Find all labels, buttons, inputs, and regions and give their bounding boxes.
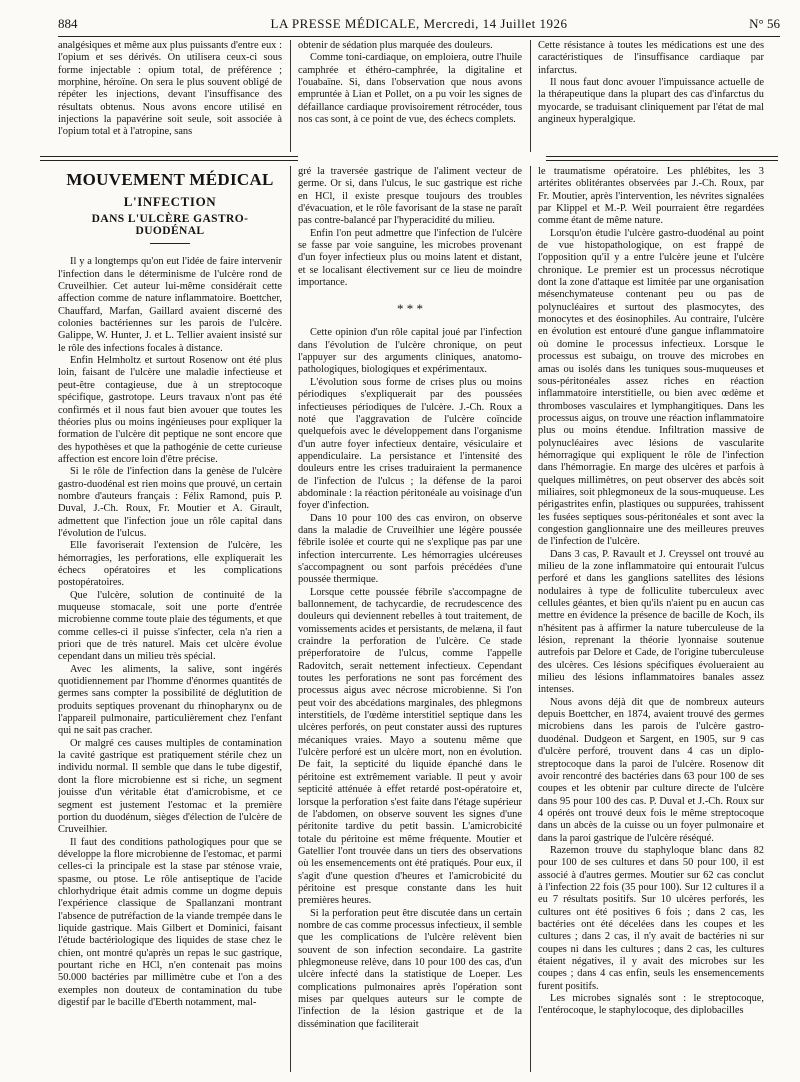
paragraph: Cette résistance à toutes les médications est une des caractéristiques de l'insuffisance cardiaque par infarctus. [538,40,764,76]
paragraph: Razemon trouve du staphyloque blanc dans 82 pour 100 de ses cultures et dans 50 pour 100, il est associé à d'autres germes. Moutier sur 62 cas conclut à l'infection 22 fois (35 pour 100). Sur 12 cultures il a eu 7 résultats positifs. Sur 10 ulcères perforés, les cultures ont été positives 6 fois ; dans 2 cas, les bactéries ont été décelées dans les coupes et les cultures ; dans 2 cas, il n'y avait de bactéries ni sur coupes ni dans les cultures ; dans 2 cas, les cultures étaient négatives, il y avait des microbes sur les coupes ; dans 4 cas enfin, seuls les ensemencements furent positifs. [538,844,764,992]
paragraph: Les microbes signalés sont : le streptocoque, l'entérocoque, le staphylocoque, des diplobacilles [538,993,764,1017]
paragraph: Dans 10 pour 100 des cas environ, on observe dans la maladie de Cruveilhier une légère poussée fébrile isolée et courte qui ne s'explique pas par une infection intercurrente. Les hémorragies ulcéreuses s'accompagnent ou sont parfois précédées d'une poussée thermique. [298,512,522,586]
separator-double-rule [40,156,298,161]
paragraph: L'évolution sous forme de crises plus ou moins périodiques s'expliquerait par des poussées infectieuses périodiques de l'ulcère. J.-Ch. Roux a noté que l'aggravation de l'ulcère coïncide quelquefois avec le développement dans l'organisme d'un autre foyer infectieux dentaire, vésiculaire et appendiculaire. La persistance et l'intensité des douleurs entre les crises traduiraient la permanence de l'infection de l'ulcus ; la défense de la paroi abdominale : la réaction péritonéale au voisinage d'un foyer d'infection. [298,376,522,512]
article-subtitle: DANS L'ULCÈRE GASTRO-DUODÉNAL [91,212,249,238]
title-rule [150,243,190,244]
paragraph: Il y a longtemps qu'on eut l'idée de faire intervenir l'infection dans le déterminisme de l'ulcère rond de Cruveilhier. Cet auteur lui-même considérait cette affection comme de nature inflammatoire. Boettcher, Chauffard, Marfan, Gaillard avaient discerné des colonies bactériennes sur les parois de l'ulcère. Galippe, W. Hunter, J. et L. Tellier avaient insisté sur le rôle des infections focales à distance. [58,256,282,354]
paragraph: Lorsqu'on étudie l'ulcère gastro-duodénal au point de vue histopathologique, on est frappé de l'opposition qu'il y a entre l'ulcère jeune et l'ulcère chronique. Le premier est un processus nécrotique dont la zone d'attaque est limitée par une organisation mésenchymateuse contenant peu ou pas de polynucléaires et surtout des plasmocytes, des monocytes et des éosinophiles. Au contraire, l'ulcère en évolution est entouré d'une gangue inflammatoire où domine le processus infectieux. Lorsque le processus est subaigu, on trouve des microbes en amas ou isolés dans les tuniques sous-muqueuses et sous-péritonéales assez riches en réaction inflammatoire interstitielle, ou bien avec œdème et thromboses vasculaires et lymphangitiques. Dans les processus aigus, on trouve une réaction inflammatoire plus ou moins étendue. Infiltration massive de polynucléaires avec lésions de vascularite hémorragique qui expliquent le rôle de l'infection dans l'hémorragie. En marge des ulcères et parfois à quelques millimètres, on peut observer des abcès soit miliaires, soit phlegmoneux de la sous-muqueuse. Les périgastrites enfin, plastiques ou suppurées, trahissent les fusées septiques sous-péritonéales et sont avec la congestion ganglionnaire une des meilleures preuves de l'infection de l'ulcère. [538,227,764,548]
top-column-2 [298,40,522,126]
column-rule [530,166,531,1072]
section-title: MOUVEMENT MÉDICAL [66,170,274,189]
paragraph: Si le rôle de l'infection dans la genèse de l'ulcère gastro-duodénal est rien moins que prouvé, un certain nombre d'auteurs français : Félix Ramond, puis P. Duval, J.-Ch. Roux, Fr. Moutier et A. Girault, admettent que l'infection joue un rôle capital dans l'évolution de l'ulcus. [58,466,282,539]
issue-number: N° 56 [749,16,780,31]
page-number: 884 [58,16,78,31]
column-rule [530,40,531,152]
paragraph: Nous avons déjà dit que de nombreux auteurs depuis Boettcher, en 1874, avaient trouvé des germes microbiens dans les parois de l'ulcère gastro-duodénal. Dudgeon et Sargent, en 1905, sur 9 cas d'ulcère perforé, trouvent dans 4 cas un diplo-streptocoque dans la paroi de l'ulcère. Rosenow dit avoir rencontré des bactéries dans 63 pour 100 de ses coupes et les obtenir par culture directe de l'ulcère dans 95 pour 100 des cas. P. Duval et J.-Ch. Roux sur 4 opérés ont trouvé deux fois le même streptocoque dans un abcès de la cuisse ou un foyer pulmonaire et dans la paroi gastrique de l'ulcère réséqué. [538,696,764,844]
main-column-1 [58,166,282,1076]
separator-double-rule [546,156,778,161]
column-rule [290,166,291,1072]
paragraph: obtenir de sédation plus marquée des douleurs. [298,40,493,51]
paragraph: Lorsque cette poussée fébrile s'accompagne de ballonnement, de tachycardie, de recrudescence des douleurs qui deviennent rebelles à tout traitement, de vomissements acides et persistants, de melæna, il faut craindre la perforation de l'ulcère. Ce stade préperforatoire de l'ulcus, comme l'appelle Radovitch, serait nettement infectieux. Cependant toutes les perforations ne sont pas forcément des processus aigus avec nécrose microbienne. Si l'on peut voir des abcédations marginales, des phlegmons interstitiels, de l'œdème interstitiel septique dans les ulcères perforés, on peut constater aussi des ruptures mécaniques vraies. Mayo a soutenu même que l'ulcère perforé est un ulcère mort, non en évolution. De fait, la septicité du liquide épanché dans le péritoine est extrêmement variable. Il peut y avoir septicité atténuée à effet retardé post-opératoire et, lorsque la perforation s'est faite dans l'étage supérieur de l'abdomen, on observe souvent les signes d'une péritonite tardive du petit bassin. L'amicrobicité totale du péritoine est même fréquente. Moutier et Gatellier l'ont trouvée dans un tiers des observations où les ensemencements ont été pratiqués. Pour eux, il s'agit d'une question d'heures et l'amicrobicité du péritoine est presque constante dans les huit premières heures. [298,586,522,907]
paragraph: Enfin l'on peut admettre que l'infection de l'ulcère se fasse par voie sanguine, les microbes provenant d'un foyer infectieux plus ou moins latent et distant, et se localisant électivement sur ce lieu de moindre importance. [298,227,522,289]
paragraph: analgésiques et même aux plus puissants d'entre eux : l'opium et ses dérivés. On utilisera ceux-ci sous forme injectable : opium total, de préférence ; morphine, héroïne. On sera le plus souvent obligé de répéter les injections, devant l'insuffisance des résultats obtenus. Nous avons encore utilisé en injections la papavérine soit seule, soit associée à l'opium total et à l'atropine, sans [58,40,282,138]
paragraph: gré la traversée gastrique de l'aliment vecteur de germe. Or si, dans l'ulcus, le suc gastrique est riche en HCl, il existe presque toujours des troubles d'évacuation, et le rôle favorisant de la stase ne paraît pas contre-balancé par l'hyperacidité du milieu. [298,166,522,227]
header-rule [58,36,780,37]
paragraph: Enfin Helmholtz et surtout Rosenow ont été plus loin, faisant de l'ulcère une maladie infectieuse et peut-être contagieuse, due à un streptocoque spécifique, gastrotope. Leurs travaux n'ont pas été confirmés et il nous faut bien avouer que toutes les théories plus ou moins ingénieuses pour expliquer la formation de l'ulcère dit peptique ne sont encore que des hypothèses et que la pathogénie de cette curieuse affection est encore loin d'être précise. [58,355,282,465]
paragraph: le traumatisme opératoire. Les phlébites, les 3 artérites oblitérantes observées par J.-Ch. Roux, par Fr. Moutier, après l'intervention, les névrites signalées par Klippel et M.-P. Weil pourraient être regardées comme étant de même nature. [538,166,764,227]
paragraph: Il nous faut donc avouer l'impuissance actuelle de la thérapeutique dans la plupart des cas d'infarctus du myocarde, se traduisant cliniquement par l'état de mal angineux hyperalgique. [538,77,764,126]
paragraph: Elle favoriserait l'extension de l'ulcère, les hémorragies, les perforations, elle expliquerait les échecs opératoires et les complications postopératoires. [58,540,282,589]
top-column-3 [538,40,764,126]
article-title: L'INFECTION [123,194,217,210]
paragraph: Or malgré ces causes multiples de contamination la cavité gastrique est pratiquement stérile chez un individu normal. Il semble que dans le tube digestif, dont la flore microbienne est si riche, un segment jouisse d'un véritable état d'amicrobisme, et ce segment est justement l'estomac et la première portion du duodénum, sièges d'élection de l'ulcère de Cruveilhier. [58,737,282,836]
top-column-1 [58,40,282,139]
paragraph: Que l'ulcère, solution de continuité de la muqueuse stomacale, soit une porte d'entrée microbienne comme toute plaie des téguments, et que comme celles-ci il puisse s'infecter, cela n'a rien a priori que de très naturel. Mais cet ulcère évolue cependant dans un milieu très spécial. [58,589,282,663]
paragraph: Cette opinion d'un rôle capital joué par l'infection dans l'évolution de l'ulcère chronique, on peut l'appuyer sur des arguments cliniques, anatomo-pathologiques, biologiques et expérimentaux. [298,327,522,376]
paragraph: Comme toni-cardiaque, on emploiera, outre l'huile camphrée et éthéro-camphrée, la digitaline et l'ouabaïne. Si, dans l'observation que nous avons empruntée à Lian et Pollet, on a pu voir les signes de défaillance cardiaque provisoirement rétrocéder, tous nos cas sont, à ce point de vue, des échecs complets. [298,52,522,126]
paragraph: Il faut des conditions pathologiques pour que se développe la flore microbienne de l'estomac, et parmi celles-ci la principale est la stase par sténose vraie, spasme, ou ptose. Le rôle antiseptique de l'acide chlorhydrique était admis comme un dogme depuis l'expérience classique de Spallanzani montrant l'absence de putréfaction de la viande trempée dans le liquide gastrique. Mais Gilbert et Dominici, faisant l'étude bactériologique des liquides de stase chez le chien, ont montré qu'après un repas le suc gastrique, pourtant riche en HCl, n'en contenait pas moins 50.000 bactéries par millimètre cube et l'on a des exemples non douteux de contamination du tube digestif par le bacille d'Eberth notamment, mal- [58,836,282,1008]
column-rule [290,40,291,152]
paragraph: Avec les aliments, la salive, sont ingérés quotidiennement par l'homme d'énormes quantités de germes sans compter la possibilité de déglutition de produits septiques provenant du rhinopharynx ou de l'appareil pulmonaire, particulièrement chez l'enfant qui ne sait pas cracher. [58,663,282,737]
section-stars: * * * [397,301,423,317]
paragraph: Si la perforation peut être discutée dans un certain nombre de cas comme processus infectieux, il semble que les complications de l'ulcère relèvent bien souvent de son infection secondaire. La gastrite phlegmoneuse relève, dans 10 pour 100 des cas, d'un ulcère infecté dans la statistique de Loeper. Les complications pulmonaires après l'opération sont mises par quelques auteurs sur le compte de l'infection de la lésion gastrique et de la dissémination que faciliterait [298,907,522,1030]
journal-title: LA PRESSE MÉDICALE, Mercredi, 14 Juillet 1926 [270,16,568,31]
paragraph: Dans 3 cas, P. Ravault et J. Creyssel ont trouvé au milieu de la zone inflammatoire qui entourait l'ulcus perforé et dans les ganglions satellites des lésions nodulaires à type de folliculite tuberculeux avec cellules géantes, et bien qu'ils n'aient pu en aucun cas mettre en évidence la présence de bacille de Koch, ils n'hésitent pas à affirmer la nature tuberculeuse de la lésion, reprenant la théorie lyonnaise soutenue autrefois par Delore et Cade, de l'origine tuberculeuse des ulcères. Ces lésions spécifiques évolueraient au milieu des lésions inflammatoires banales assez intenses. [538,548,764,696]
running-header [58,16,780,34]
main-column-3 [538,166,764,1076]
main-column-2 [298,166,522,1076]
